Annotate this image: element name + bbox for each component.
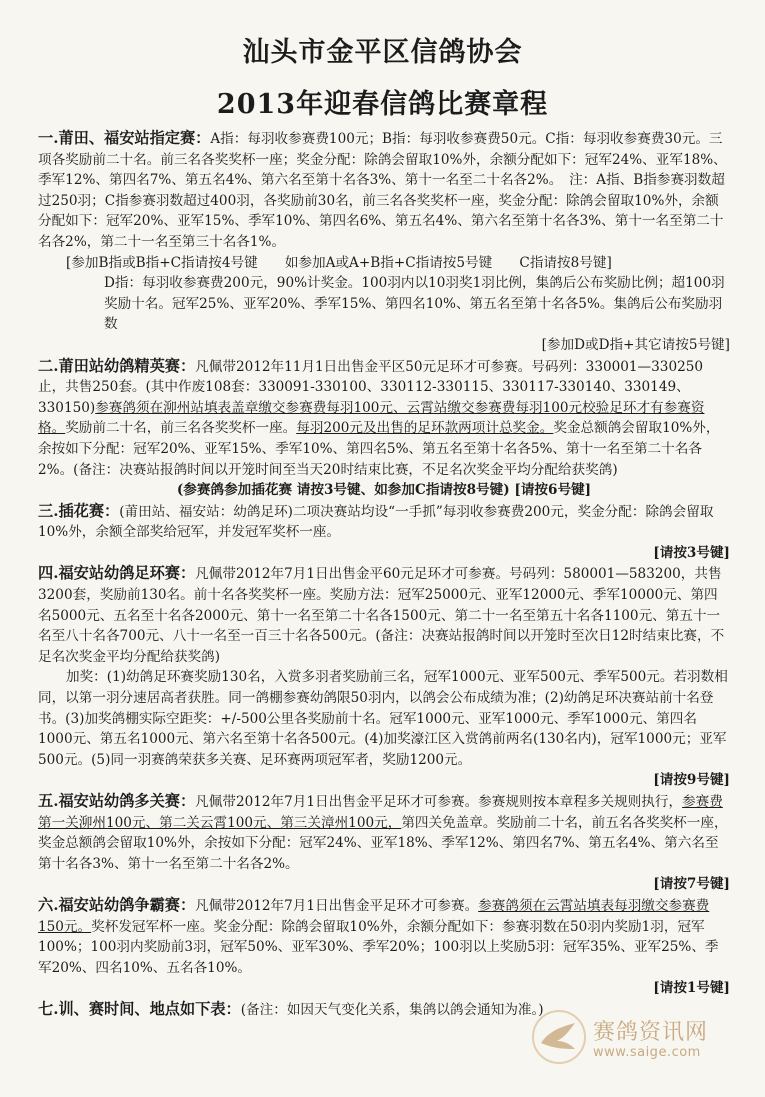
section-6-heading: 六.福安站幼鸽争霸赛： [38, 895, 196, 914]
section-2-heading: 二.莆田站幼鸽精英赛： [38, 356, 196, 375]
section-2-underlined-b: 每羽200元及出售的足环款两项计总奖金。 [296, 420, 554, 437]
section-2 [38, 356, 730, 501]
section-3 [38, 501, 730, 564]
section-1-d-paragraph [38, 273, 730, 335]
section-2-text-b: 奖励前二十名，前三名各奖奖杯一座。 [65, 420, 297, 437]
section-4 [38, 563, 730, 791]
watermark-url: www.saige.com [593, 1045, 701, 1060]
section-3-text: (莆田站、福安站：幼鸽足环)二项决赛站均设“一手抓”每羽收参赛费200元，奖金分配：除鸽会留取10%外，余额全部奖给冠军，并发冠军奖杯一座。 [38, 503, 714, 541]
section-1-key-instructions: [参加B指或B指+C指请按4号键 如参加A或A+B指+C指请按5号键 C指请按8号键] [66, 254, 612, 271]
watermark [531, 1009, 751, 1069]
section-5 [38, 791, 730, 895]
document-title-rules: 2013年迎春信鸽比赛章程 [216, 89, 549, 120]
section-1-heading: 一.莆田、福安站指定赛： [38, 129, 211, 147]
section-5-heading: 五.福安站幼鸽多关赛： [38, 792, 196, 810]
section-5-underlined: 参赛费第一关泖州100元、第二关云霄100元、第三关漳州100元， [38, 794, 723, 831]
section-1 [38, 128, 730, 356]
section-6-underlined: 参赛鸽须在云霄站填表每羽缴交参赛费150元。 [38, 897, 710, 935]
section-4-key: [请按9号键] [653, 772, 730, 789]
document-title-association: 汕头市金平区信鸽协会 [242, 37, 523, 68]
section-6 [38, 895, 730, 999]
section-5-text-b: 第四关免盖章。奖励前二十名，前五名各奖奖杯一座，奖金总额鸽会留取10%外，余按如下分配：冠军24%、亚军18%、季军12%、第四名7%、第五名4%、第六名至第十名各3%、第十一名至第二十名各2%。 [38, 814, 728, 872]
watermark-text: 赛鸽资讯网 [593, 1020, 709, 1045]
section-3-heading: 三.插花赛： [38, 501, 120, 520]
section-1-d-label: D指： [104, 275, 143, 292]
section-4-bonus-text: 加奖：(1)幼鸽足环赛奖励130名，入赏多羽者奖励前三名，冠军1000元、亚军500元、季军500元。若羽数相同，以第一羽分速居高者获胜。同一鸽棚参赛幼鸽限50羽内，以鸽会公布成绩为准；(2)幼鸽足环决赛站前十名登书。(3)加奖鸽棚实际空距奖：+/-500公里各奖励前十名。冠军1000元、亚军1000元、季军1000元、第四名1000元、第五名1000元、第六名至第十名各500元。(4)加奖濠江区入赏鸽前两名(130名内)，冠军1000元；亚军500元。(5)同一羽赛鸽荣获多关赛、足环赛两项冠军者，奖励1200元。 [38, 669, 728, 768]
section-2-underlined-a: 参赛鸽须在泖州站填表盖章缴交参赛费每羽100元、云霄站缴交参赛费每羽100元校验足环才有参赛资格。 [38, 399, 705, 437]
section-7-note: (备注：如因天气变化关系，集鸽以鸽会通知为准。) [240, 1001, 544, 1018]
document-body [38, 128, 730, 1021]
pigeon-logo-icon [531, 1009, 587, 1065]
section-2-text-c: 奖金总额鸽会留取10%外，余按如下分配：冠军20%、亚军15%、季军10%、第四名5%、第五名至第十名各5%、第十一名至第二十名各2%。(备注：决赛站报鸽时间以开笼时间至当天20时结束比赛，不足名次奖金平均分配给获奖鸽) [38, 420, 720, 478]
section-5-key: [请按7号键] [653, 876, 730, 893]
section-2-key-instructions: (参赛鸽参加插花赛 请按3号键、如参加C指请按8号键) [请按6号键] [176, 482, 592, 499]
section-1-d-key: [参加D或D指+其它请按5号键] [541, 336, 730, 353]
section-5-text-a: 凡佩带2012年7月1日出售金平足环才可参赛。参赛规则按本章程多关规则执行， [195, 794, 683, 810]
section-7-heading: 七.训、赛时间、地点如下表： [38, 999, 241, 1018]
section-3-key: [请按3号键] [653, 544, 730, 561]
section-4-heading: 四.福安站幼鸽足环赛： [38, 564, 196, 583]
section-6-key: [请按1号键] [653, 980, 730, 997]
section-6-text-b: 奖杯发冠军杯一座。奖金分配：除鸽会留取10%外，余额分配如下：参赛羽数在50羽内奖励1羽，冠军100%；100羽内奖励前3羽，冠军50%、亚军30%、季军20%；100羽以上奖励5羽：冠军35%、亚军25%、季军20%、四名10%、五名各10%。 [38, 918, 719, 976]
section-2-text-a: 凡佩带2012年11月1日出售金平区50元足环才可参赛。号码列：330001—330250止，共售250套。(其中作废108套：330091-330100、330112-330115、330117-330140、330149、330150) [38, 358, 704, 416]
section-6-text-a: 凡佩带2012年7月1日出售金平足环才可参赛。 [195, 897, 479, 914]
section-1-d-text: 每羽收参赛费200元，90%计奖金。100羽内以10羽奖1羽比例，集鸽后公布奖励比例；超100羽奖励十名。冠军25%、亚军20%、季军15%、第四名10%、第五名至第十名各5%。集鸽后公布奖励羽数 [104, 275, 725, 333]
section-1-text: A指：每羽收参赛费100元；B指：每羽收参赛费50元。C指：每羽收参赛费30元。三项各奖励前二十名。前三名各奖奖杯一座；奖金分配：除鸽会留取10%外，余额分配如下：冠军24%、亚军18%、季军12%、第四名7%、第五名4%、第六名至第十名各3%、第十一名至二十名各2%。 注：A指、B指参赛羽数超过250羽；C指参赛羽数超过400羽，各奖励前30名，前三名各奖奖杯一座，奖金分配：除鸽会留取10%外，余额分配如下：冠军20%、亚军15%、季军10%、第四名6%、第五名4%、第六名至第十名各3%、第十一名至第二十名各2%，第二十一名至第三十名各1%。 [38, 131, 727, 250]
section-4-text: 凡佩带2012年7月1日出售金平60元足环才可参赛。号码列：580001—583200，共售3200套，奖励前130名。前十名各奖奖杯一座。奖励方法：冠军25000元、亚军12000元、季军10000元、第四名5000元、五名至十名各2000元、第十一名至第二十名各1500元、第二十一名至第五十名各1100元、第五十一名至八十名各700元、八十一名至一百三十名各500元。(备注：决赛站报鸽时间以开笼时至次日12时结束比赛，不足名次奖金平均分配给获奖鸽) [38, 566, 725, 665]
